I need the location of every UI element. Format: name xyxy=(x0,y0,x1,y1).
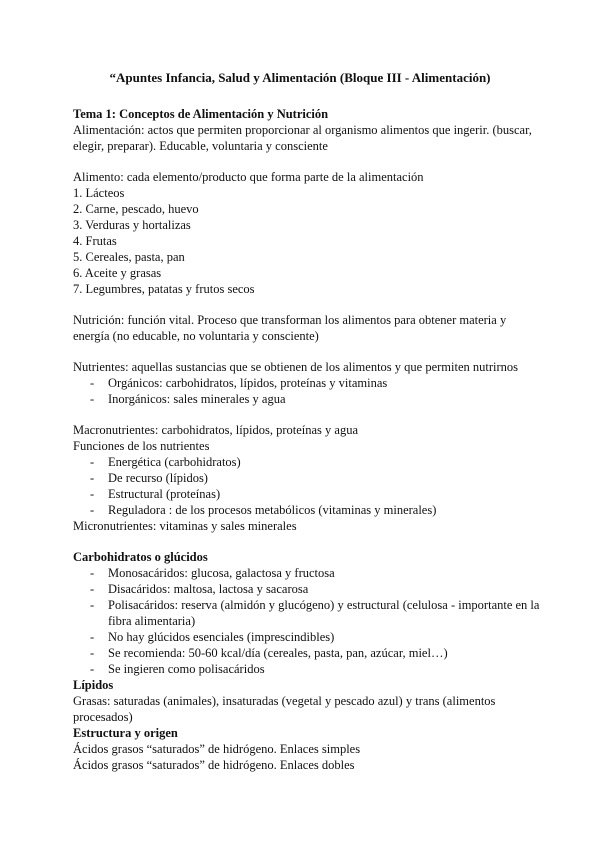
estructura-heading: Estructura y origen xyxy=(73,726,178,740)
document-body xyxy=(73,106,543,773)
food-group-item: 6. Aceite y grasas xyxy=(73,266,162,280)
alimento-definition: Alimento: cada elemento/producto que forma parte de la alimentación xyxy=(73,170,424,184)
tema1-heading: Tema 1: Conceptos de Alimentación y Nutrición xyxy=(73,107,329,121)
estructura-line: Ácidos grasos “saturados” de hidrógeno. Enlaces dobles xyxy=(73,758,355,772)
carbohidratos-heading: Carbohidratos o glúcidos xyxy=(73,550,208,564)
nutricion-definition: Nutrición: función vital. Proceso que transforman los alimentos para obtener materia y energía (no educable, no voluntaria y consciente) xyxy=(73,313,507,343)
carbohidratos-list xyxy=(73,565,543,677)
funciones-label: Funciones de los nutrientes xyxy=(73,439,210,453)
nutrient-types-list xyxy=(73,375,543,407)
list-item: - Disacáridos: maltosa, lactosa y sacarosa xyxy=(73,581,543,597)
list-item: - No hay glúcidos esenciales (imprescindibles) xyxy=(73,629,543,645)
functions-list xyxy=(73,454,543,518)
list-item: - Estructural (proteínas) xyxy=(73,486,543,502)
list-item: - Monosacáridos: glucosa, galactosa y fructosa xyxy=(73,565,543,581)
estructura-line: Ácidos grasos “saturados” de hidrógeno. Enlaces simples xyxy=(73,742,361,756)
list-item: - Reguladora : de los procesos metabólicos (vitaminas y minerales) xyxy=(73,502,543,518)
lipidos-heading: Lípidos xyxy=(73,678,114,692)
food-group-item: 4. Frutas xyxy=(73,234,117,248)
micronutrientes-definition: Micronutrientes: vitaminas y sales minerales xyxy=(73,519,297,533)
list-item: - Inorgánicos: sales minerales y agua xyxy=(73,391,543,407)
list-item: - De recurso (lípidos) xyxy=(73,470,543,486)
food-group-item: 2. Carne, pescado, huevo xyxy=(73,202,199,216)
list-item: - Se recomienda: 50-60 kcal/día (cereales, pasta, pan, azúcar, miel…) xyxy=(73,645,543,661)
list-item: - Se ingieren como polisacáridos xyxy=(73,661,543,677)
list-item: - Orgánicos: carbohidratos, lípidos, proteínas y vitaminas xyxy=(73,375,543,391)
nutrientes-definition: Nutrientes: aquellas sustancias que se obtienen de los alimentos y que permiten nutrirnos xyxy=(73,360,519,374)
list-item: - Polisacáridos: reserva (almidón y glucógeno) y estructural (celulosa - importante en la fibra alimentaria) xyxy=(73,597,543,629)
food-group-item: 5. Cereales, pasta, pan xyxy=(73,250,185,264)
document-title: “Apuntes Infancia, Salud y Alimentación (Bloque III - Alimentación) xyxy=(109,70,491,85)
food-group-item: 7. Legumbres, patatas y frutos secos xyxy=(73,282,255,296)
alimentacion-definition: Alimentación: actos que permiten proporcionar al organismo alimentos que ingerir. (buscar, elegir, preparar). Educable, voluntaria y consciente xyxy=(73,123,532,153)
macronutrientes-definition: Macronutrientes: carbohidratos, lípidos, proteínas y agua xyxy=(73,423,358,437)
food-group-item: 1. Lácteos xyxy=(73,186,125,200)
grasas-definition: Grasas: saturadas (animales), insaturadas (vegetal y pescado azul) y trans (alimentos procesados) xyxy=(73,694,496,724)
list-item: - Energética (carbohidratos) xyxy=(73,454,543,470)
food-group-item: 3. Verduras y hortalizas xyxy=(73,218,191,232)
